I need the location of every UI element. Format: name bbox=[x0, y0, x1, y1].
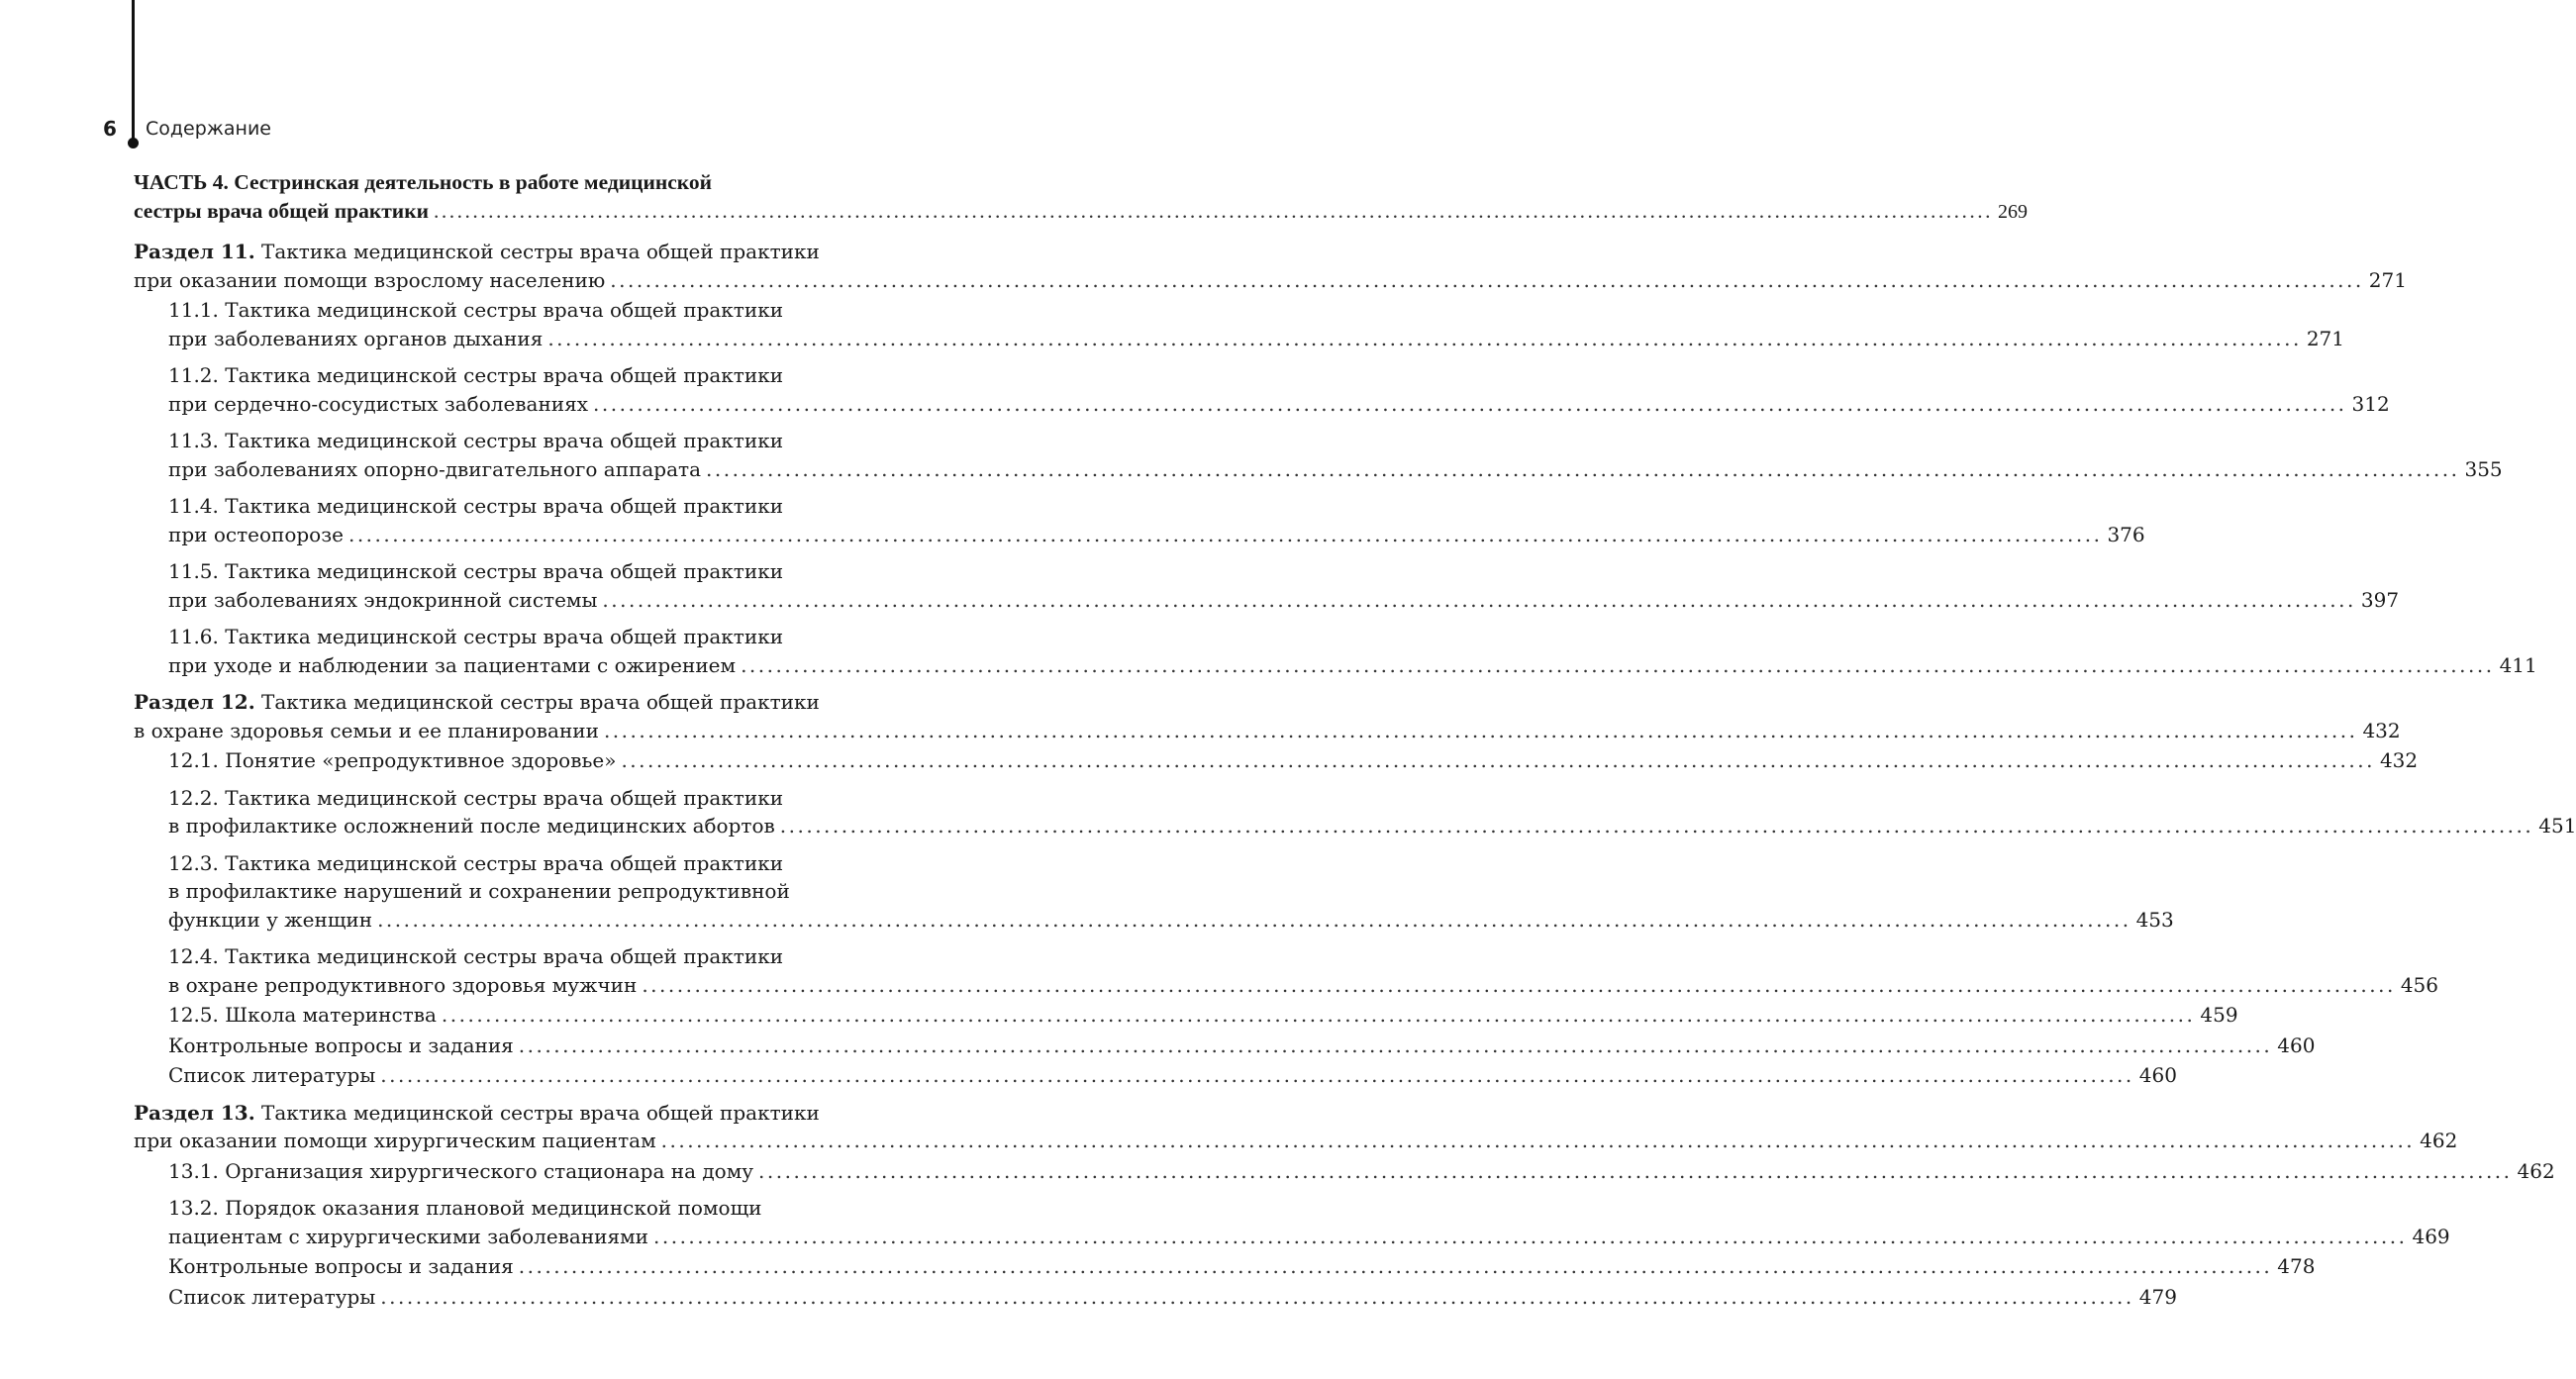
toc-page-number: 269 bbox=[1997, 200, 2028, 223]
toc-subsection bbox=[134, 1283, 2177, 1312]
toc-part bbox=[134, 168, 2028, 226]
toc-subsection bbox=[134, 492, 2145, 548]
toc-subsection bbox=[134, 557, 2400, 614]
toc-section bbox=[134, 238, 2407, 294]
toc-page-number: 397 bbox=[2360, 587, 2400, 612]
dot-leader: ........................................................................................................................................................................................................ bbox=[441, 1003, 2196, 1027]
toc-page-number: 451 bbox=[2538, 814, 2576, 837]
running-title: Содержание bbox=[146, 118, 271, 140]
dot-leader: ........................................................................................................................................................................................................ bbox=[603, 718, 2358, 742]
toc-title-line: 11.2. Тактика медицинской сестры врача общей практики bbox=[168, 363, 784, 387]
toc-subsection bbox=[134, 849, 2174, 935]
toc-page-number: 479 bbox=[2138, 1284, 2177, 1309]
dot-leader: ........................................................................................................................................................................................................ bbox=[380, 1284, 2134, 1309]
toc-title-line: в профилактике осложнений после медицинских абортов bbox=[168, 814, 775, 837]
toc-subsection bbox=[134, 1157, 2555, 1186]
toc-section-label: Раздел 13. bbox=[134, 1100, 255, 1125]
toc-page-number: 460 bbox=[2277, 1033, 2316, 1057]
toc-title-line: 11.4. Тактика медицинской сестры врача общей практики bbox=[168, 494, 784, 518]
toc-title-line: 11.6. Тактика медицинской сестры врача общей практики bbox=[168, 625, 784, 648]
toc-page-number: 456 bbox=[2400, 972, 2438, 997]
toc-subsection bbox=[134, 1032, 2316, 1060]
toc-title-line: при заболеваниях опорно-двигательного аппарата bbox=[168, 456, 701, 481]
toc-title-line: 11.1. Тактика медицинской сестры врача общей практики bbox=[168, 298, 784, 322]
table-of-contents bbox=[134, 168, 2576, 1311]
dot-leader: ........................................................................................................................................................................................................ bbox=[593, 391, 2347, 416]
toc-page-number: 411 bbox=[2499, 652, 2537, 677]
toc-subsection bbox=[134, 427, 2503, 483]
toc-title-line: 12.4. Тактика медицинской сестры врача общей практики bbox=[168, 944, 784, 968]
toc-page-number: 453 bbox=[2135, 907, 2174, 932]
dot-leader: ........................................................................................................................................................................................................ bbox=[347, 522, 2103, 546]
dot-leader: ........................................................................................................................................................................................................ bbox=[380, 1063, 2134, 1087]
page-number: 6 bbox=[103, 117, 117, 141]
toc-title-line: при заболеваниях эндокринной системы bbox=[168, 587, 598, 612]
toc-title-line: пациентам с хирургическими заболеваниями bbox=[168, 1224, 648, 1248]
toc-subsection bbox=[134, 296, 2344, 352]
toc-title-line: Список литературы bbox=[168, 1063, 376, 1087]
margin-rule-dot bbox=[128, 138, 139, 148]
dot-leader: ........................................................................................................................................................................................................ bbox=[758, 1158, 2513, 1183]
dot-leader: ........................................................................................................................................................................................................ bbox=[547, 326, 2302, 350]
toc-title-line: 11.5. Тактика медицинской сестры врача общей практики bbox=[168, 559, 784, 583]
dot-leader: ........................................................................................................................................................................................................ bbox=[518, 1254, 2273, 1278]
toc-title-line: в охране репродуктивного здоровья мужчин bbox=[168, 972, 638, 997]
toc-page-number: 432 bbox=[2362, 718, 2401, 742]
toc-title-line: 12.2. Тактика медицинской сестры врача общей практики bbox=[168, 785, 784, 810]
toc-title-line: 12.1. Понятие «репродуктивное здоровье» bbox=[168, 748, 617, 772]
toc-page-number: 355 bbox=[2464, 456, 2503, 481]
toc-title-line: при сердечно-сосудистых заболеваниях bbox=[168, 391, 589, 416]
toc-page-number: 462 bbox=[2420, 1129, 2458, 1152]
dot-leader: ........................................................................................................................................................................................................ bbox=[518, 1033, 2273, 1057]
toc-title-line: Раздел 13. Тактика медицинской сестры врача общей практики bbox=[134, 1100, 820, 1125]
toc-subsection bbox=[134, 361, 2390, 418]
toc-title-line: при остеопорозе bbox=[168, 522, 344, 546]
toc-title-line: Раздел 11. Тактика медицинской сестры врача общей практики bbox=[134, 240, 820, 263]
toc-section-label: Раздел 11. bbox=[134, 240, 255, 263]
dot-leader: ........................................................................................................................................................................................................ bbox=[642, 972, 2396, 997]
dot-leader: ........................................................................................................................................................................................................ bbox=[660, 1129, 2416, 1152]
toc-page-number: 462 bbox=[2517, 1158, 2555, 1183]
toc-page-number: 469 bbox=[2412, 1224, 2450, 1248]
toc-subsection bbox=[134, 1001, 2238, 1030]
toc-subsection bbox=[134, 784, 2576, 840]
toc-title-line: при уходе и наблюдении за пациентами с ожирением bbox=[168, 652, 737, 677]
toc-page-number: 460 bbox=[2138, 1063, 2177, 1087]
toc-page-number: 271 bbox=[2368, 267, 2407, 292]
toc-page-number: 459 bbox=[2200, 1003, 2238, 1027]
toc-page-number: 312 bbox=[2351, 391, 2390, 416]
margin-rule bbox=[132, 0, 135, 142]
toc-section-label: Раздел 12. bbox=[134, 690, 255, 714]
toc-page-number: 478 bbox=[2277, 1254, 2316, 1278]
toc-subsection bbox=[134, 942, 2438, 999]
toc-subsection bbox=[134, 1061, 2177, 1090]
dot-leader: ........................................................................................................................................................................................................ bbox=[779, 814, 2534, 837]
toc-subsection bbox=[134, 623, 2537, 679]
toc-title-line: сестры врача общей практики bbox=[134, 198, 429, 223]
toc-section bbox=[134, 688, 2401, 744]
toc-title-line: Список литературы bbox=[168, 1284, 376, 1309]
dot-leader: ........................................................................................................................................................................................................ bbox=[653, 1224, 2408, 1248]
toc-title-line: 12.3. Тактика медицинской сестры врача общей практики bbox=[168, 850, 784, 875]
toc-subsection bbox=[134, 746, 2419, 775]
toc-title-line: Контрольные вопросы и задания bbox=[168, 1033, 514, 1057]
toc-title-line: Раздел 12. Тактика медицинской сестры врача общей практики bbox=[134, 690, 820, 714]
toc-page-number: 432 bbox=[2379, 748, 2419, 772]
toc-subsection bbox=[134, 1252, 2316, 1281]
dot-leader: ........................................................................................................................................................................................................ bbox=[621, 748, 2375, 772]
dot-leader: ........................................................................................................................................................................................................ bbox=[706, 456, 2460, 481]
toc-subsection bbox=[134, 1194, 2450, 1250]
toc-title-line: ЧАСТЬ 4. Сестринская деятельность в работе медицинской bbox=[134, 170, 713, 194]
dot-leader: ........................................................................................................................................................................................................ bbox=[602, 587, 2356, 612]
toc-page-number: 376 bbox=[2107, 522, 2145, 546]
dot-leader: ........................................................................................................................................................................................................ bbox=[741, 652, 2495, 677]
toc-title-line: 11.3. Тактика медицинской сестры врача общей практики bbox=[168, 429, 784, 452]
toc-title-line: при оказании помощи взрослому населению bbox=[134, 267, 606, 292]
toc-page-number: 271 bbox=[2306, 326, 2344, 350]
toc-title-line: в профилактике нарушений и сохранении репродуктивной bbox=[168, 879, 790, 903]
toc-title-line: при заболеваниях органов дыхания bbox=[168, 326, 544, 350]
toc-section bbox=[134, 1099, 2458, 1155]
dot-leader: ........................................................................................................................................................................................................ bbox=[377, 907, 2131, 932]
toc-title-line: Контрольные вопросы и задания bbox=[168, 1254, 514, 1278]
toc-title-line: функции у женщин bbox=[168, 907, 373, 932]
toc-title-line: 13.2. Порядок оказания плановой медицинской помощи bbox=[168, 1196, 762, 1220]
toc-title-line: в охране здоровья семьи и ее планировании bbox=[134, 718, 599, 742]
toc-title-line: 12.5. Школа материнства bbox=[168, 1003, 437, 1027]
toc-title-line: при оказании помощи хирургическим пациентам bbox=[134, 1129, 656, 1152]
toc-title-line: 13.1. Организация хирургического стационара на дому bbox=[168, 1158, 754, 1183]
dot-leader: ........................................................................................................................................................................................................ bbox=[610, 267, 2364, 292]
dot-leader: ........................................................................................................................................................................................................ bbox=[433, 198, 1993, 223]
